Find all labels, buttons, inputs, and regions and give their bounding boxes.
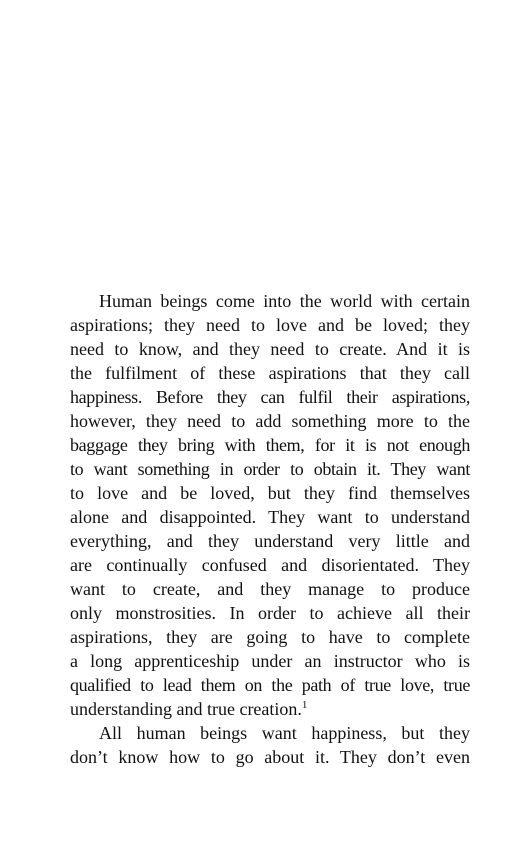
text-line: need to know, and they need to create. And it is bbox=[70, 339, 470, 359]
text-line: Human beings come into the world with certain bbox=[99, 291, 470, 311]
text-line: however, they need to add something more to the bbox=[70, 411, 470, 431]
text-line: qualified to lead them on the path of true love, true bbox=[70, 675, 470, 695]
text-line: don’t know how to go about it. They don’t even bbox=[70, 747, 470, 767]
text-line: alone and disappointed. They want to understand bbox=[70, 507, 470, 527]
footnote-marker[interactable]: 1 bbox=[301, 699, 308, 711]
text-line: a long apprenticeship under an instructor who is bbox=[70, 651, 470, 671]
text-line: aspirations, they are going to have to complete bbox=[70, 627, 470, 647]
paragraph-2 bbox=[70, 721, 470, 769]
text-line: the fulfilment of these aspirations that they call bbox=[70, 363, 470, 383]
text-line-with-footnote bbox=[70, 697, 470, 721]
text-line: baggage they bring with them, for it is not enough bbox=[70, 435, 470, 455]
text-line: to want something in order to obtain it. They want bbox=[70, 459, 470, 479]
text-line: happiness. Before they can fulfil their aspirations, bbox=[70, 387, 470, 407]
text-line: want to create, and they manage to produce bbox=[70, 579, 470, 599]
text-line: understanding and true creation. bbox=[70, 699, 302, 719]
body-text bbox=[70, 289, 470, 769]
paragraph-1 bbox=[70, 289, 470, 721]
text-line: to love and be loved, but they find themselves bbox=[70, 483, 470, 503]
text-line: All human beings want happiness, but they bbox=[99, 723, 470, 743]
text-line: only monstrosities. In order to achieve all their bbox=[70, 603, 470, 623]
text-line: are continually confused and disorientated. They bbox=[70, 555, 470, 575]
text-line: aspirations; they need to love and be loved; they bbox=[70, 315, 470, 335]
text-line: everything, and they understand very little and bbox=[70, 531, 470, 551]
